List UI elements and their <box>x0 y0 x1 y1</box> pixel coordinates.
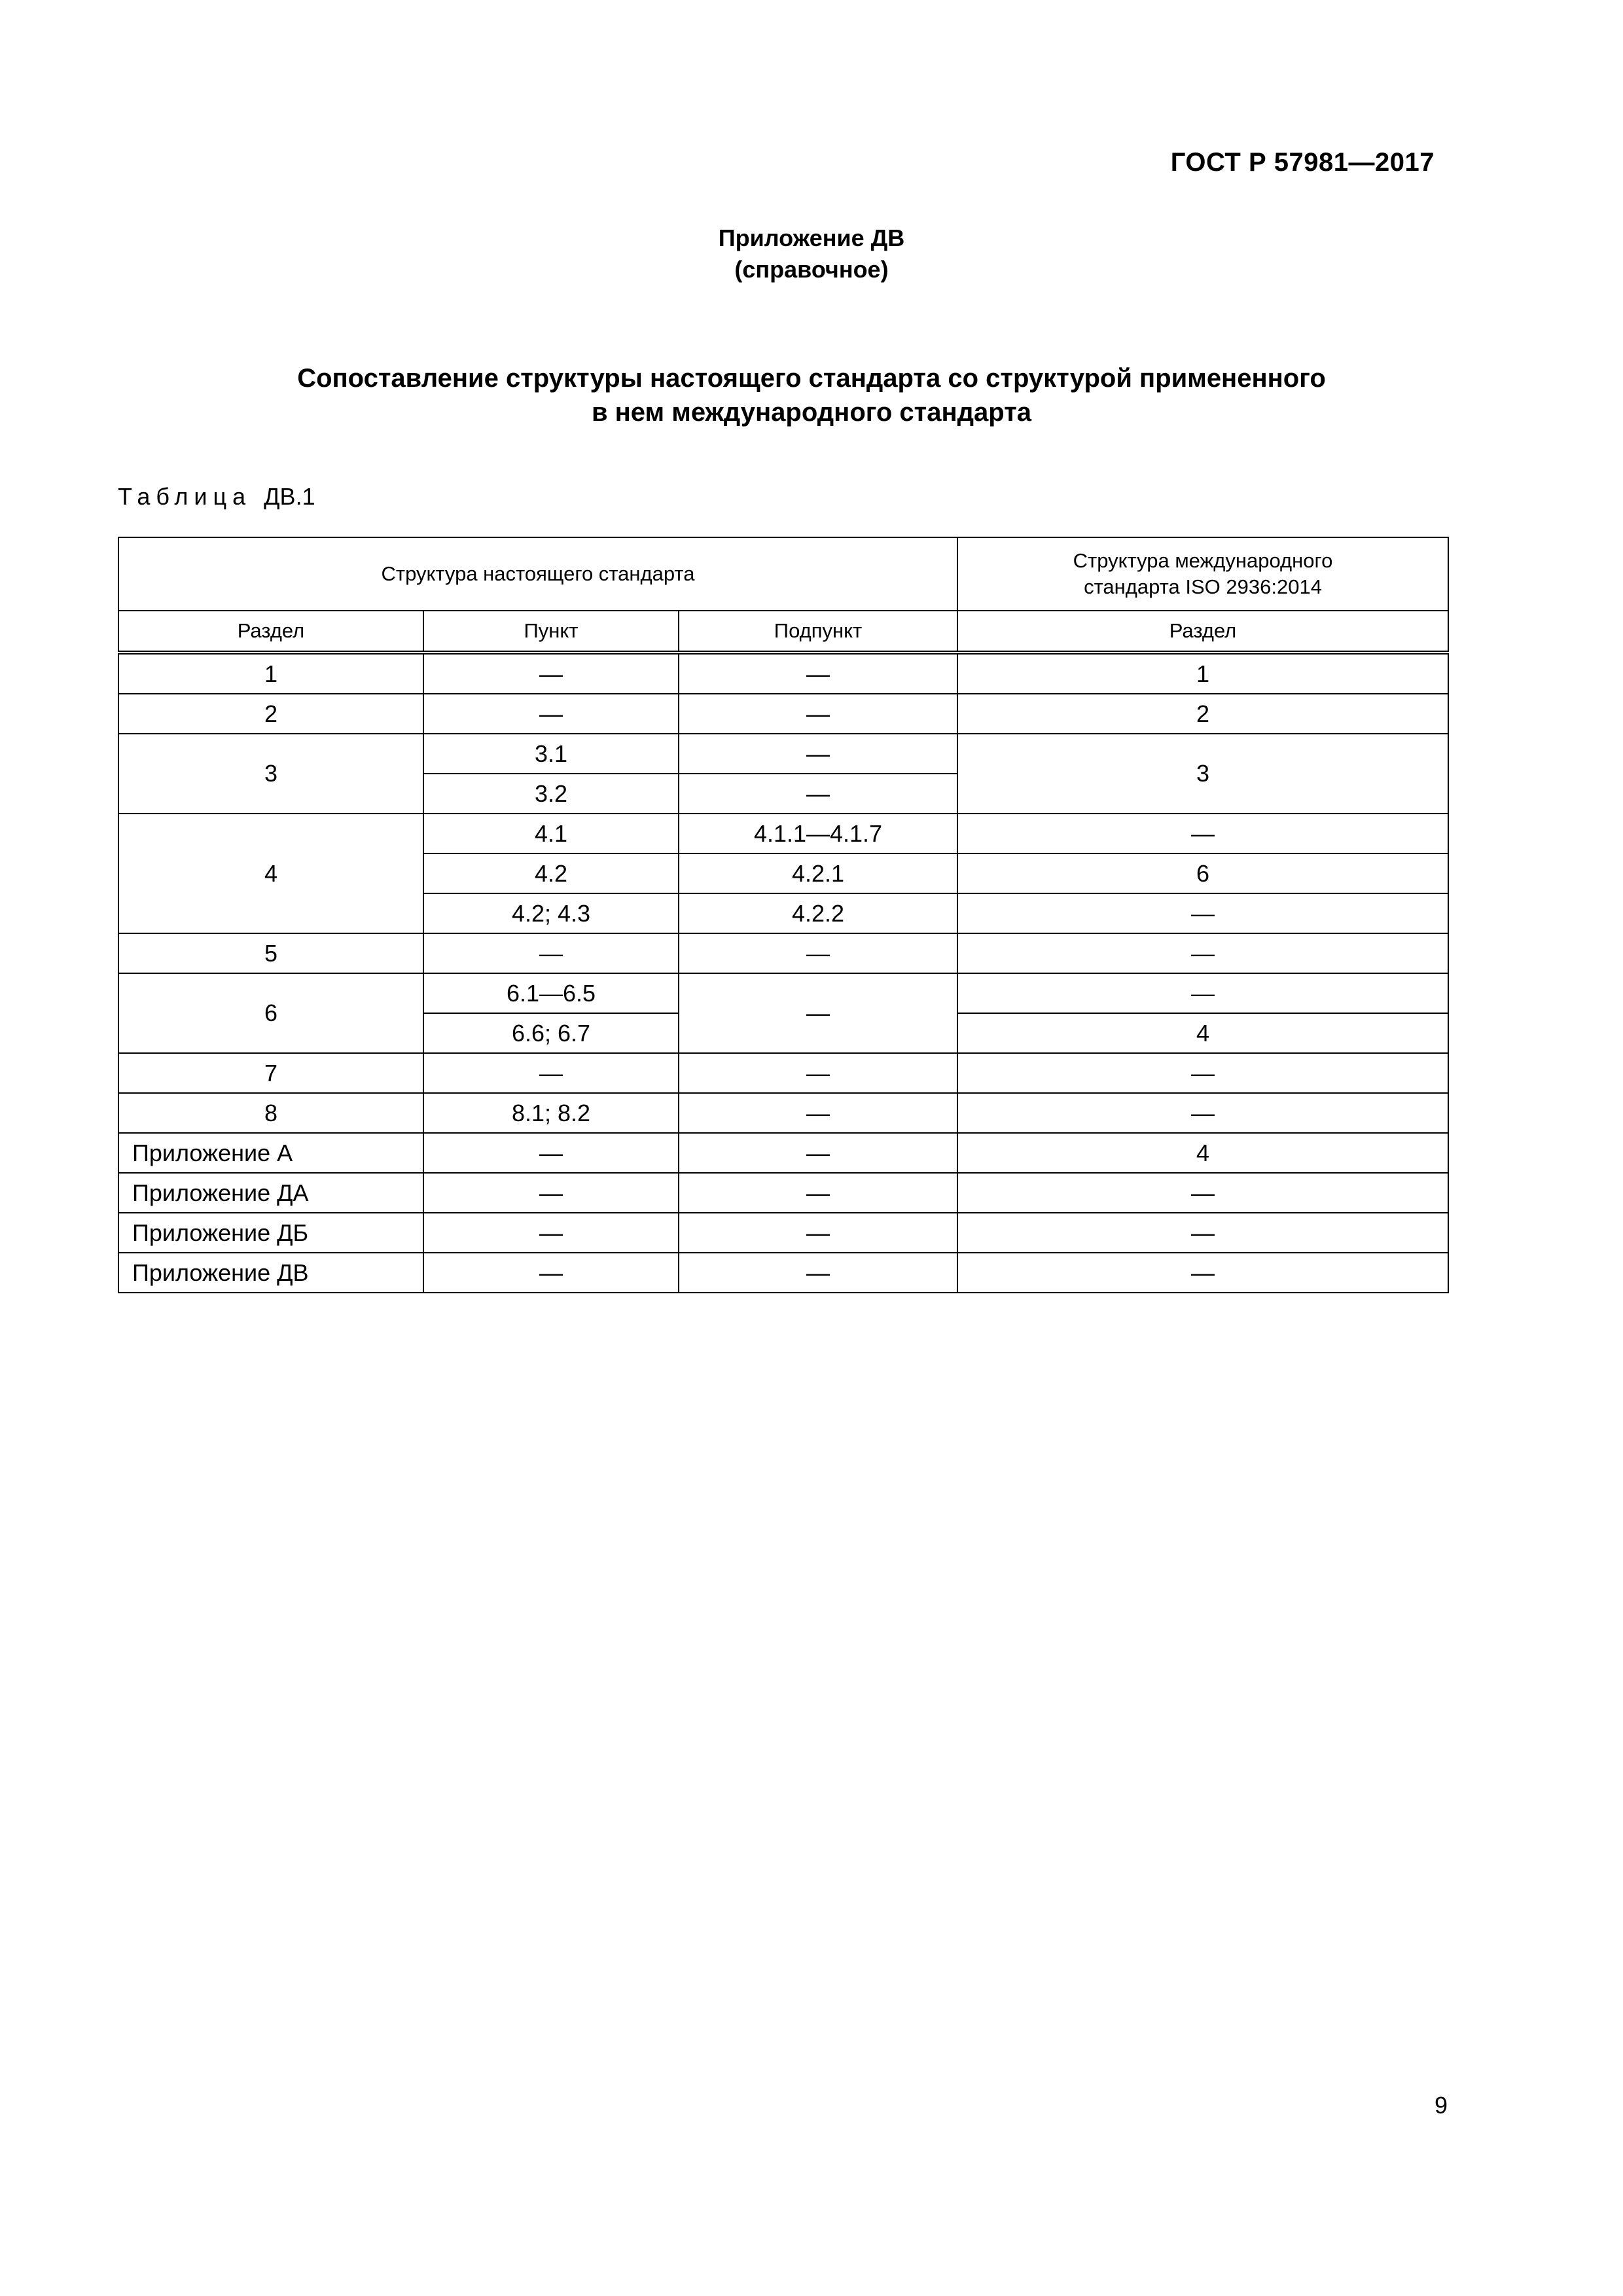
cell-intl-section: — <box>957 1253 1448 1293</box>
page-title-line-1: Сопоставление структуры настоящего стандарта со структурой примененного <box>297 364 1326 393</box>
table-row <box>118 1133 1448 1173</box>
cell-subclause: — <box>679 1173 957 1213</box>
cell-subclause: — <box>679 774 957 814</box>
cell-intl-section: — <box>957 893 1448 933</box>
table-row <box>118 694 1448 734</box>
appendix-type: (справочное) <box>734 256 889 283</box>
group-header-international-line-2: стандарта ISO 2936:2014 <box>1084 575 1322 598</box>
cell-subclause: — <box>679 933 957 973</box>
group-header-this-standard: Структура настоящего стандарта <box>118 537 957 611</box>
table-row <box>118 1093 1448 1133</box>
cell-section: 2 <box>118 694 423 734</box>
cell-intl-section: — <box>957 1053 1448 1093</box>
cell-clause: 4.2 <box>423 853 679 893</box>
cell-intl-section: 3 <box>957 734 1448 814</box>
cell-subclause: — <box>679 1133 957 1173</box>
table-group-header-row <box>118 537 1448 611</box>
cell-section: Приложение ДВ <box>118 1253 423 1293</box>
cell-section: 3 <box>118 734 423 814</box>
cell-clause: — <box>423 1213 679 1253</box>
table-row <box>118 973 1448 1013</box>
structure-comparison-table <box>118 537 1449 1293</box>
cell-clause: 6.6; 6.7 <box>423 1013 679 1053</box>
table-row <box>118 814 1448 853</box>
table-column-header-row <box>118 611 1448 653</box>
cell-section: 7 <box>118 1053 423 1093</box>
cell-section: 5 <box>118 933 423 973</box>
cell-intl-section: 4 <box>957 1133 1448 1173</box>
column-header-clause: Пункт <box>423 611 679 653</box>
table-row <box>118 1213 1448 1253</box>
page-title <box>0 361 1623 429</box>
cell-clause: — <box>423 1053 679 1093</box>
cell-subclause: — <box>679 1213 957 1253</box>
cell-subclause: — <box>679 1053 957 1093</box>
cell-clause: — <box>423 933 679 973</box>
table-row <box>118 653 1448 694</box>
group-header-international-line-1: Структура международного <box>1073 548 1333 572</box>
cell-clause: — <box>423 653 679 694</box>
cell-intl-section: 1 <box>957 653 1448 694</box>
cell-intl-section: — <box>957 1173 1448 1213</box>
cell-section: Приложение А <box>118 1133 423 1173</box>
cell-section: 6 <box>118 973 423 1053</box>
cell-clause: — <box>423 1253 679 1293</box>
cell-intl-section: — <box>957 973 1448 1013</box>
cell-clause: 4.1 <box>423 814 679 853</box>
cell-clause: 3.1 <box>423 734 679 774</box>
cell-intl-section: 6 <box>957 853 1448 893</box>
cell-clause: — <box>423 694 679 734</box>
group-header-international <box>957 537 1448 611</box>
table-row <box>118 1173 1448 1213</box>
cell-subclause: — <box>679 1093 957 1133</box>
table-caption <box>118 483 315 511</box>
table-caption-label: Таблица <box>118 483 252 510</box>
cell-section: 8 <box>118 1093 423 1133</box>
cell-clause: 6.1—6.5 <box>423 973 679 1013</box>
cell-section: 1 <box>118 653 423 694</box>
cell-subclause: — <box>679 734 957 774</box>
cell-subclause: 4.2.1 <box>679 853 957 893</box>
cell-intl-section: — <box>957 814 1448 853</box>
document-code: ГОСТ Р 57981—2017 <box>1170 148 1435 177</box>
page-title-line-2: в нем международного стандарта <box>591 398 1032 427</box>
table-row <box>118 1053 1448 1093</box>
appendix-heading <box>0 223 1623 285</box>
cell-section: Приложение ДБ <box>118 1213 423 1253</box>
column-header-intl-section: Раздел <box>957 611 1448 653</box>
cell-clause: — <box>423 1133 679 1173</box>
cell-clause: 3.2 <box>423 774 679 814</box>
cell-subclause: — <box>679 653 957 694</box>
cell-clause: — <box>423 1173 679 1213</box>
cell-intl-section: 2 <box>957 694 1448 734</box>
cell-intl-section: — <box>957 933 1448 973</box>
cell-subclause: — <box>679 973 957 1053</box>
cell-intl-section: — <box>957 1093 1448 1133</box>
cell-subclause: — <box>679 694 957 734</box>
cell-subclause: 4.1.1—4.1.7 <box>679 814 957 853</box>
cell-clause: 4.2; 4.3 <box>423 893 679 933</box>
appendix-title: Приложение ДВ <box>718 224 905 251</box>
cell-subclause: — <box>679 1253 957 1293</box>
table-row <box>118 933 1448 973</box>
cell-intl-section: — <box>957 1213 1448 1253</box>
page-number: 9 <box>1434 2092 1448 2119</box>
table-caption-number: ДВ.1 <box>264 483 315 510</box>
cell-intl-section: 4 <box>957 1013 1448 1053</box>
column-header-section: Раздел <box>118 611 423 653</box>
cell-section: Приложение ДА <box>118 1173 423 1213</box>
table-row <box>118 734 1448 774</box>
column-header-subclause: Подпункт <box>679 611 957 653</box>
cell-section: 4 <box>118 814 423 933</box>
cell-subclause: 4.2.2 <box>679 893 957 933</box>
table-row <box>118 1253 1448 1293</box>
cell-clause: 8.1; 8.2 <box>423 1093 679 1133</box>
